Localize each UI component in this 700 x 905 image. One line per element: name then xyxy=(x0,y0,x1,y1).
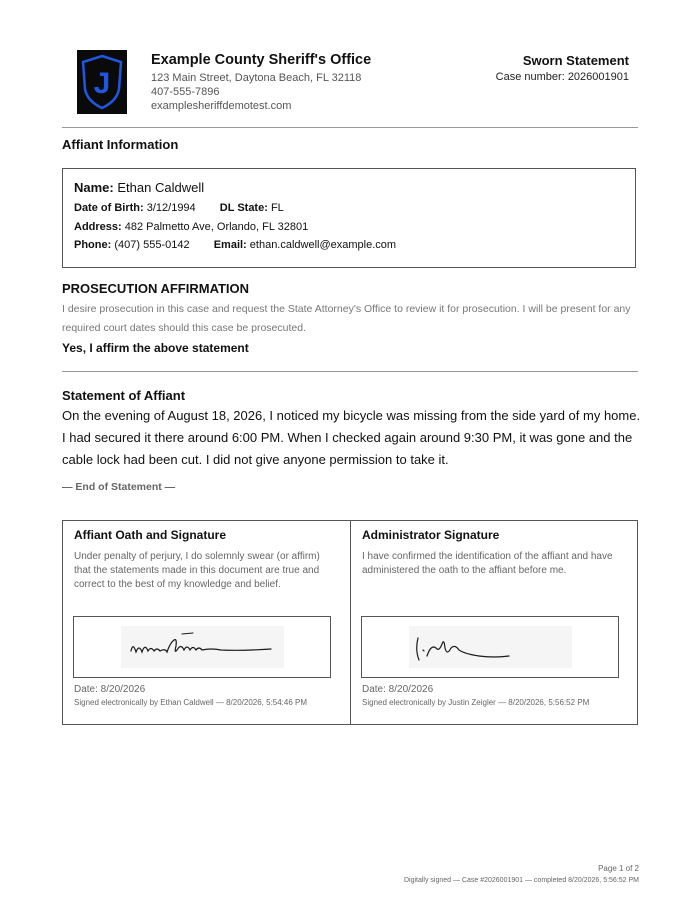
shield-badge-icon xyxy=(79,53,125,111)
name-value: Ethan Caldwell xyxy=(117,180,205,195)
section-divider xyxy=(62,371,638,372)
logo-letter: J xyxy=(93,67,111,100)
affiant-name-row xyxy=(74,180,204,195)
affiant-contact-row xyxy=(74,239,396,251)
affiant-signature-date: Date: 8/20/2026 xyxy=(74,684,146,695)
org-phone: 407-555-7896 xyxy=(151,86,220,98)
affiant-oath-title: Affiant Oath and Signature xyxy=(74,528,227,542)
page-number: Page 1 of 2 xyxy=(598,864,639,873)
prosecution-text: I desire prosecution in this case and request the State Attorney's Office to review it for prosecution. I will be present for any required court dates should this case be prosecuted. xyxy=(62,303,631,334)
org-info xyxy=(151,52,371,113)
affiant-signature-box xyxy=(73,616,331,678)
address-value: 482 Palmetto Ave, Orlando, FL 32801 xyxy=(124,221,309,233)
org-website: examplesheriffdemotest.com xyxy=(151,100,292,112)
affiant-address-row xyxy=(74,221,308,233)
administrator-signature-box xyxy=(361,616,619,678)
affiant-signature-image xyxy=(121,626,284,668)
administrator-title: Administrator Signature xyxy=(362,528,500,542)
statement-end-marker: — End of Statement — xyxy=(62,481,176,493)
administrator-signature-image xyxy=(409,626,572,668)
name-label: Name: xyxy=(74,180,114,195)
administrator-text: I have confirmed the identification of the affiant and have administered the oath to the affiant before me. xyxy=(362,551,613,576)
affiant-section-title: Affiant Information xyxy=(62,137,179,152)
affiant-signature-panel xyxy=(63,521,350,724)
org-address: 123 Main Street, Daytona Beach, FL 32118 xyxy=(151,72,362,84)
administrator-signed-note: Signed electronically by Justin Zeigler — 8/20/2026, 5:56:52 PM xyxy=(362,698,590,707)
document-heading xyxy=(496,53,629,83)
prosecution-title: PROSECUTION AFFIRMATION xyxy=(62,281,250,296)
affiant-info-box xyxy=(62,168,636,268)
dl-state-label: DL State: xyxy=(219,202,268,214)
email-value: ethan.caldwell@example.com xyxy=(249,239,397,251)
administrator-signature-panel xyxy=(351,521,638,724)
case-number: Case number: 2026001901 xyxy=(495,71,629,83)
address-label: Address: xyxy=(74,221,122,233)
prosecution-affirmation: Yes, I affirm the above statement xyxy=(62,341,249,355)
sheriff-logo xyxy=(77,50,127,114)
dl-state-value: FL xyxy=(270,202,284,214)
phone-label: Phone: xyxy=(74,239,112,251)
document-title: Sworn Statement xyxy=(522,53,629,68)
affiant-dob-row xyxy=(74,202,284,214)
digital-signature-note: Digitally signed — Case #2026001901 — completed 8/20/2026, 5:56:52 PM xyxy=(403,877,639,884)
statement-title: Statement of Affiant xyxy=(62,388,186,403)
dob-value: 3/12/1994 xyxy=(146,202,196,214)
signature-section xyxy=(62,520,638,725)
phone-value: (407) 555-0142 xyxy=(114,239,190,251)
affiant-signature-scribble xyxy=(121,626,284,668)
affiant-oath-text: Under penalty of perjury, I do solemnly swear (or affirm) that the statements made in this document are true and correct to the best of my knowledge and belief. xyxy=(74,551,320,590)
administrator-signature-scribble xyxy=(409,626,572,668)
dob-label: Date of Birth: xyxy=(74,202,144,214)
statement-body: On the evening of August 18, 2026, I noticed my bicycle was missing from the side yard of my home. I had secured it there around 6:00 PM. When I checked again around 9:30 PM, it was gone and the cable lock had been cut. I did not give anyone permission to take it. xyxy=(62,408,641,467)
org-name: Example County Sheriff's Office xyxy=(151,52,372,68)
administrator-signature-date: Date: 8/20/2026 xyxy=(362,684,434,695)
email-label: Email: xyxy=(213,239,247,251)
affiant-signed-note: Signed electronically by Ethan Caldwell — 8/20/2026, 5:54:46 PM xyxy=(74,698,308,707)
header-divider xyxy=(62,127,638,128)
